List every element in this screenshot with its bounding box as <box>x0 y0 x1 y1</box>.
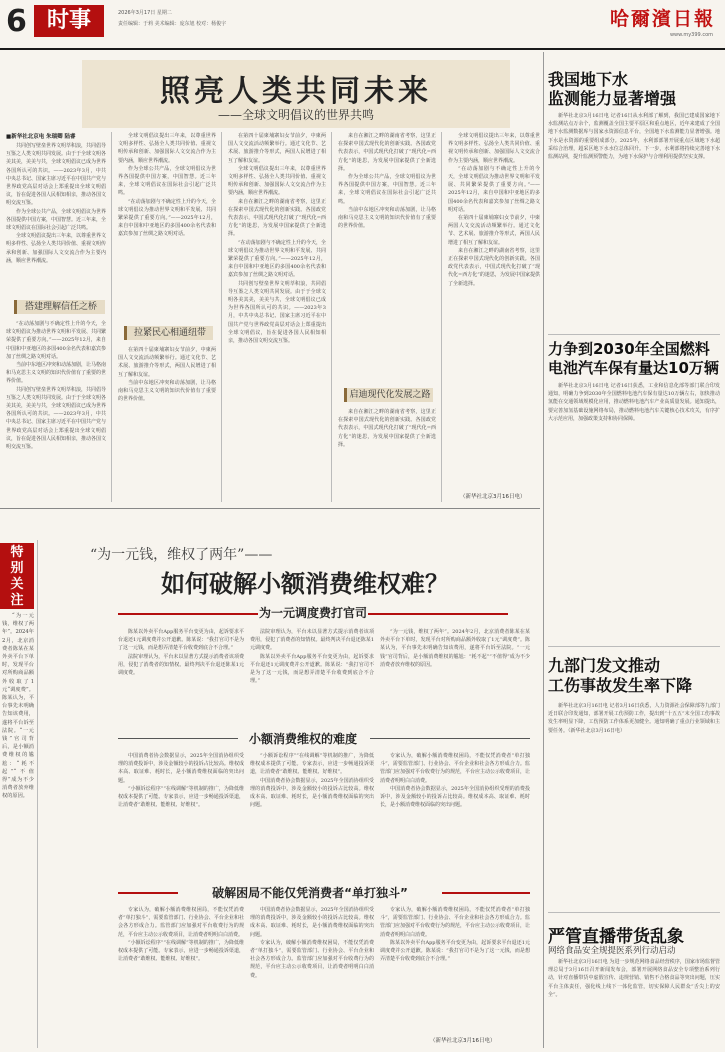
paragraph: 来自在湘江之畔的湖南省考察，这里正在探索中国式现代化的创新实践。各国政党代表表示，中国式现代化打破了“现代化=西方化”的迷思，为发展中国家提供了全新选择。 <box>338 133 436 172</box>
paragraph: 作为全球公共产品，全球文明倡议为世界各国提供中国方案，中国智慧。近三年来，全球文明倡议在国际社会引起广泛共鸣。 <box>6 208 106 232</box>
paragraph: 当前中东地区冲突和动荡加剧，让马格南和马克思主义文明的知识代价值有了重要的世界价值。 <box>6 362 106 385</box>
paragraph: “为一元钱，维权了两年”。2024年2月，北京消费者陈某在某外卖平台下单时，发现平台对所购商品额外收取了1元“调度费”。陈某认为，平台事先未明确告知该费用，遂将平台诉至法院。“一元钱”官司背后，是小额消费维权的尴尬：“耗不起”“不值得”成为不少消费者放弃维权的原因。 <box>380 629 530 668</box>
right-article-4-title: 严管直播带货乱象 <box>548 927 684 947</box>
date-line: 2026年3月17日 星期二 <box>118 10 172 16</box>
paragraph: 陈某以外卖平台App服务平台变更为由，起诉要求平台退还1元调度费并公开道歉。陈某说：“我打官司不是为了这一元钱，而是想弄清楚平台收费到底合不合理。” <box>250 653 374 685</box>
feature-section-2-title: 小额消费维权的难度 <box>248 732 357 746</box>
paragraph: 新华社北京3月16日电 记者16日从水利部了解到，我国已建成国家地下水监测站点万余个，监测覆盖全国主要平原区和重点地区，近年来建成了全国地下水监测数据库与国家水资源信息平台，全国地下水监测能力显著增强。地下水是水资源的重要组成部分。2025年，水利部部署开展重点区域地下水超采综合治理，超采区地下水水位总体回升。下一步，水利部将持续完善地下水监测站网，提升监测预警能力，为地下水保护与合理利用提供坚实支撑。 <box>548 113 720 161</box>
paragraph: 来自在湘江之畔的湖南省考察，这里正在探索中国式现代化的创新实践。各国政党代表表示，中国式现代化打破了“现代化=西方化”的迷思，为发展中国家提供了全新选择。 <box>448 247 540 287</box>
special-focus-tag <box>0 543 34 609</box>
paragraph: “小额诉讼程序”“在线调解”等机制的推广，为降低维权成本提供了可能。专家表示，应进一步畅通投诉渠道，让消费者“敢维权、能维权、好维权”。 <box>118 785 244 809</box>
site-url[interactable]: www.my399.com <box>669 32 713 38</box>
paragraph: 中国消费者协会数据显示，2025年全国消协组织受理的消费投诉中，涉及金额较小的投诉占比较高。维权成本高、取证难、耗时长，是小额消费维权面临的突出问题。 <box>250 777 374 809</box>
rule-line <box>118 892 178 894</box>
paragraph: 在第四十届柬埔寨妇女节前夕，中柬两国人文交流活动频繁举行。通过文化节、艺术展、旅游推介等形式，两国人民增进了相互了解和友谊。 <box>228 133 326 164</box>
dateline-credit: （新华社北京3月16日电） <box>460 494 526 500</box>
feature-headline-top: “为一元钱，维权了两年”—— <box>90 547 273 563</box>
paragraph: 陈某以外卖平台App服务平台变更为由，起诉要求平台退还1元调度费并公开道歉。陈某说：“我打官司不是为了这一元钱，而是想弄清楚平台收费到底合不合理。” <box>380 939 530 963</box>
editors-line: 责任编辑：于莉 美术编辑：庞东旭 校对：杨俊宇 <box>118 21 227 27</box>
paragraph: “在动荡加剧与不确定性上升的今天，全球文明倡议为推动世界文明和平发展、共同繁荣提供了重要方向。”——2025年12月，来自中国和中亚地区的多国400余名代表和嘉宾参加了丝绸之路文明对话。 <box>6 321 106 360</box>
article-column-4b <box>338 408 436 502</box>
right-article-4-subtitle: 网络食品安全规提医系列行动启动 <box>548 946 676 956</box>
paragraph: 专家认为，破解小额消费维权困局，不能仅凭消费者“单打独斗”，需要监管部门、行业协会、平台企业和社会各方形成合力。监管部门应加强对平台收费行为的规范，平台应主动公示收费项目，让消费者明明白白消费。 <box>250 939 374 979</box>
paragraph: 当前中东地区冲突和动荡加剧，让马格南和马克思主义文明的知识代价值有了重要的世界价值。 <box>338 206 436 230</box>
paragraph: 全球文明倡议提出三年来，以尊重世界文明多样性、弘扬全人类共同价值、重视文明传承和创新、加强国际人文交流合作为主要内涵，顺应世界潮流。 <box>118 133 216 164</box>
feature-column-3 <box>380 628 530 718</box>
paragraph: “小额诉讼程序”“在线调解”等机制的推广，为降低维权成本提供了可能。专家表示，应进一步畅通投诉渠道，让消费者“敢维权、能维权、好维权”。 <box>118 939 244 963</box>
title-line: 我国地下水 <box>548 70 629 89</box>
column-divider <box>37 540 38 1048</box>
right-article-1-title <box>548 70 676 108</box>
paragraph: 法院审理认为，平台未以显著方式提示消费者该项费用，侵犯了消费者的知情权。最终判决平台退还陈某1元调度费。 <box>250 629 374 652</box>
right-article-2-title <box>548 340 719 378</box>
paragraph: 在第四十届柬埔寨妇女节前夕，中柬两国人文交流活动频繁举行。通过文化节、艺术展、旅游推介等形式，两国人民增进了相互了解和友谊。 <box>448 215 540 246</box>
feature-column-9 <box>380 906 530 1034</box>
right-article-3-body <box>548 702 720 908</box>
paragraph: “在动荡加剧与不确定性上升的今天，全球文明倡议为推动世界文明和平发展、共同繁荣提供了重要方向。”——2025年12月，来自中国和中亚地区的多国400余名代表和嘉宾参加了丝绸之路文明对话。 <box>118 198 216 238</box>
page-number: 6 <box>6 4 27 39</box>
subhead-3: 启迪现代化发展之路 <box>344 388 433 402</box>
paragraph: 中国消费者协会数据显示，2025年全国消协组织受理的消费投诉中，涉及金额较小的投诉占比较高。维权成本高、取证难、耗时长，是小额消费维权面临的突出问题。 <box>380 785 530 809</box>
article-column-5 <box>448 132 540 502</box>
subhead-2: 拉紧民心相通纽带 <box>124 326 213 340</box>
rule-line <box>118 613 258 615</box>
top-article-title: 照亮人类共同未来 <box>160 74 432 109</box>
feature-dateline: （新华社北京3月16日电） <box>430 1038 496 1044</box>
paragraph: 共同创写壁垒世界文明萃积浪，共同倡导互鉴之人类文明共同发展。由于于全球文明各美其美，美美与共，全球文明倡议已成为世界各国所认可的共识。——2023年3月，中共中央总书记、国家主席习近平在中国共产党与世界政党高层对话会上郑重提出全球文明倡议，旨在促进各国人民相知相亲，推动各国文明交流互鉴。 <box>228 280 326 345</box>
column-divider <box>331 132 332 502</box>
article-column-1b <box>6 320 106 498</box>
feature-column-8 <box>250 906 374 1046</box>
title-line: 工伤事故发生率下降 <box>548 676 693 695</box>
right-article-3-title <box>548 656 692 696</box>
paragraph: 全球文明倡议提出三年来，以尊重世界文明多样性、弘扬全人类共同价值、重视文明传承和创新、加强国际人文交流合作为主要内涵，顺应世界潮流。 <box>228 165 326 197</box>
paragraph: 在第四十届柬埔寨妇女节前夕，中柬两国人文交流活动频繁举行。通过文化节、艺术展、旅游推介等形式，两国人民增进了相互了解和友谊。 <box>118 347 216 378</box>
feature-sidebar <box>2 612 34 1044</box>
paragraph: 中国消费者协会数据显示，2025年全国消协组织受理的消费投诉中，涉及金额较小的投诉占比较高。维权成本高、取证难、耗时长，是小额消费维权面临的突出问题。 <box>118 753 244 784</box>
tag-label: 特别关注 <box>10 545 24 608</box>
title-line: 力争到2030年全国燃料 <box>548 340 710 358</box>
paragraph: 全球文明倡议提出三年来，以尊重世界文明多样性、弘扬全人类共同价值、重视文明传承和创新、加强国际人文交流合作为主要内涵，顺应世界潮流。 <box>6 233 106 264</box>
paragraph: 共同创写壁垒世界文明萃积浪，共同倡导互鉴之人类文明共同发展。由于于全球文明各美其美，美美与共，全球文明倡议已成为世界各国所认可的共识。——2023年3月，中共中央总书记、国家主席习近平在中国共产党与世界政党高层对话会上郑重提出全球文明倡议，旨在促进各国人民相知相亲，推动各国文明交流互鉴。 <box>6 386 106 451</box>
rule-line <box>370 738 530 739</box>
right-article-2-body <box>548 382 720 642</box>
right-article-4-body <box>548 958 720 1048</box>
article-divider <box>548 334 720 335</box>
masthead-logo: 哈爾濱日報 <box>609 8 715 30</box>
feature-column-7 <box>118 906 244 1046</box>
top-article-subtitle: ——全球文明倡议的世界共鸣 <box>217 108 374 122</box>
rule-line <box>368 613 508 615</box>
feature-headline: 如何破解小额消费维权难？ <box>161 570 449 598</box>
feature-column-5 <box>250 752 374 880</box>
paragraph: 专家认为，破解小额消费维权困局，不能仅凭消费者“单打独斗”，需要监管部门、行业协会、平台企业和社会各方形成合力。监管部门应加强对平台收费行为的规范，平台应主动公示收费项目，让消费者明明白白消费。 <box>118 907 244 938</box>
paragraph: 来自在湘江之畔的湖南省考察，这里正在探索中国式现代化的创新实践。各国政党代表表示，中国式现代化打破了“现代化=西方化”的迷思，为发展中国家提供了全新选择。 <box>228 198 326 238</box>
paragraph: 作为全球公共产品，全球文明倡议为世界各国提供中国方案，中国智慧。近三年来，全球文明倡议在国际社会引起广泛共鸣。 <box>338 174 436 205</box>
paragraph: 全球文明倡议提出三年来，以尊重世界文明多样性、弘扬全人类共同价值、重视文明传承和创新、加强国际人文交流合作为主要内涵，顺应世界潮流。 <box>448 133 540 164</box>
rule-line <box>442 892 530 894</box>
paragraph: 专家认为，破解小额消费维权困局，不能仅凭消费者“单打独斗”，需要监管部门、行业协会、平台企业和社会各方形成合力。监管部门应加强对平台收费行为的规范，平台应主动公示收费项目，让消费者明明白白消费。 <box>380 753 530 784</box>
paragraph: 专家认为，破解小额消费维权困局，不能仅凭消费者“单打独斗”，需要监管部门、行业协会、平台企业和社会各方形成合力。监管部门应加强对平台收费行为的规范，平台应主动公示收费项目，让消费者明明白白消费。 <box>380 907 530 938</box>
feature-column-6 <box>380 752 530 880</box>
article-column-2b <box>118 346 216 498</box>
byline: ■新华社北京电 朱瑞卿 陆睿 <box>6 134 76 140</box>
paragraph: 来自在湘江之畔的湖南省考察，这里正在探索中国式现代化的创新实践。各国政党代表表示，中国式现代化打破了“现代化=西方化”的迷思，为发展中国家提供了全新选择。 <box>338 409 436 448</box>
column-divider <box>221 132 222 502</box>
paragraph: 新华社北京3月16日电 为进一步规范网络食品经营秩序，国家市场监督管理总局于3月16日召开新闻发布会，部署开展网络食品安全专项整治系列行动，针对直播带货中虚假宣传、违规营销、销售不合格食品等突出问题，压实平台主体责任，强化线上线下一体化监管，切实保障人民群众“舌尖上的安全”。 <box>548 959 720 998</box>
paragraph: “在动荡加剧与不确定性上升的今天，全球文明倡议为推动世界文明和平发展、共同繁荣提供了重要方向。”——2025年12月，来自中国和中亚地区的多国400余名代表和嘉宾参加了丝绸之路文明对话。 <box>448 165 540 213</box>
feature-section-3-title: 破解困局不能仅凭消费者“单打独斗” <box>212 886 408 900</box>
paragraph: 作为全球公共产品，全球文明倡议为世界各国提供中国方案，中国智慧。近三年来，全球文明倡议在国际社会引起广泛共鸣。 <box>118 165 216 197</box>
article-column-1 <box>6 142 106 292</box>
paragraph: 新华社北京3月16日电 记者16日获悉，工业和信息化部等部门联合印发通知，明确力争到2030年全国燃料电池汽车保有量达10万辆左右，加快推动氢能在交通领域规模化应用，推动燃料电池汽车产业高质量发展。通知提出，要完善加氢基础设施网络布局，推动燃料电池汽车关键核心技术攻关，有序扩大示范应用，加强政策支持和协同保障。 <box>548 383 720 422</box>
paragraph: 当前中东地区冲突和动荡加剧，让马格南和马克思主义文明的知识代价值有了重要的世界价值。 <box>118 379 216 403</box>
right-column-divider <box>543 52 544 1048</box>
feature-column-4 <box>118 752 244 880</box>
feature-section-1-title: 为一元调度费打官司 <box>258 606 367 620</box>
paragraph: 法院审理认为，平台未以显著方式提示消费者该项费用，侵犯了消费者的知情权。最终判决平台退还陈某1元调度费。 <box>118 653 244 677</box>
title-line: 监测能力显著增强 <box>548 89 677 108</box>
rule-line <box>118 738 238 739</box>
right-article-1-body <box>548 112 720 330</box>
feature-column-2 <box>250 628 374 718</box>
column-divider <box>111 132 112 502</box>
article-column-4 <box>338 132 436 382</box>
column-divider <box>441 132 442 502</box>
paragraph: 共同创写壁垒世界文明萃积浪，共同倡导互鉴之人类文明共同发展。由于于全球文明各美其美，美美与共，全球文明倡议已成为世界各国所认可的共识。——2023年3月，中共中央总书记、国家主席习近平在中国共产党与世界政党高层对话会上郑重提出全球文明倡议，旨在促进各国人民相知相亲，推动各国文明交流互鉴。 <box>6 143 106 207</box>
page-header <box>0 0 725 50</box>
article-column-2 <box>118 132 216 317</box>
feature-column-1 <box>118 628 244 718</box>
article-divider <box>548 646 720 647</box>
section-label: 时事 <box>34 5 104 37</box>
article-column-3 <box>228 132 326 502</box>
title-line: 九部门发文推动 <box>548 656 661 675</box>
article-divider <box>548 912 720 913</box>
paragraph: “在动荡加剧与不确定性上升的今天，全球文明倡议为推动世界文明和平发展、共同繁荣提供了重要方向。”——2025年12月，来自中国和中亚地区的多国400余名代表和嘉宾参加了丝绸之路文明对话。 <box>228 239 326 279</box>
title-line: 电池汽车保有量达10万辆 <box>548 359 719 377</box>
section-divider <box>0 508 540 509</box>
paragraph: 陈某以外卖平台App服务平台变更为由，起诉要求平台退还1元调度费并公开道歉。陈某说：“我打官司不是为了这一元钱，而是想弄清楚平台收费到底合不合理。” <box>118 629 244 652</box>
paragraph: “为一元钱，维权了两年”。2024年2月，北京消费者陈某在某外卖平台下单时，发现平台对所购商品额外收取了1元“调度费”。陈某认为，平台事先未明确告知该费用，遂将平台诉至法院。“一元钱”官司背后，是小额消费维权的尴尬：“耗不起”“不值得”成为不少消费者放弃维权的原因。 <box>2 613 34 800</box>
subhead-1: 搭建理解信任之桥 <box>14 300 105 314</box>
paragraph: 中国消费者协会数据显示，2025年全国消协组织受理的消费投诉中，涉及金额较小的投诉占比较高。维权成本高、取证难、耗时长，是小额消费维权面临的突出问题。 <box>250 907 374 938</box>
top-article-headline-box <box>82 60 510 128</box>
paragraph: “小额诉讼程序”“在线调解”等机制的推广，为降低维权成本提供了可能。专家表示，应进一步畅通投诉渠道，让消费者“敢维权、能维权、好维权”。 <box>250 753 374 776</box>
paragraph: 新华社北京3月16日电 记者3月16日获悉，人力资源社会保障部等九部门近日联合印发通知，部署开展工伤预防工作，提出到“十五五”末全国工伤事故发生率明显下降，工伤预防工作体系更加健全。通知明确了重点行业领域和主要任务。（新华社北京3月16日电） <box>548 703 720 734</box>
